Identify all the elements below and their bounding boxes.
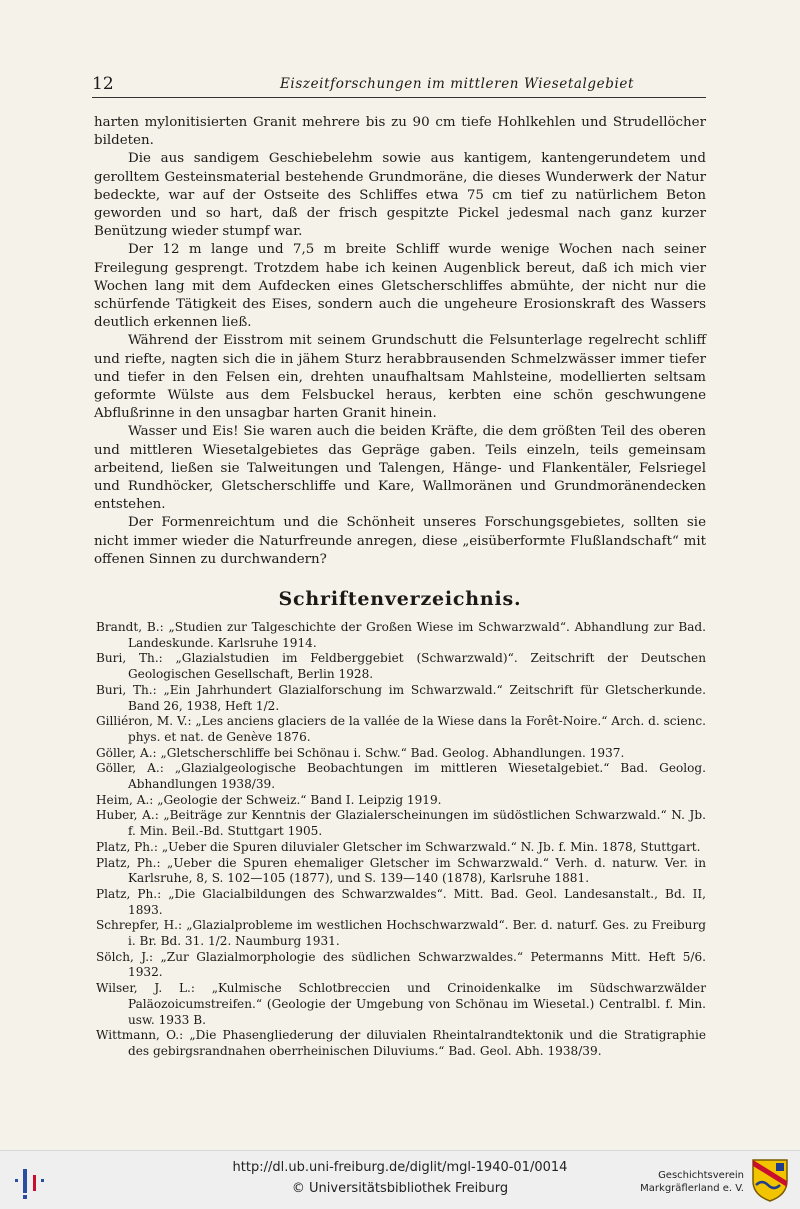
reference-entry: Platz, Ph.: „Ueber die Spuren ehemaliger Gletscher im Schwarzwald.“ Verh. d. naturw. Ver. in Karlsruhe, 8, S. 102—105 (1877), und S. 139—140 (1878), Karlsruhe 1881. [96, 855, 706, 886]
society-crest-icon[interactable] [750, 1157, 790, 1203]
body-paragraph: Der 12 m lange und 7,5 m breite Schliff wurde wenige Wochen nach seiner Freilegung gesprengt. Trotzdem habe ich keinen Augenblick bereut, daß ich mich vier Wochen lang mit dem Aufdecken eines Gletscherschliffes abmühte, der nicht nur die schürfende Tätigkeit des Eises, sondern auch die ungeheure Erosionskraft des Wassers deutlich erkennen ließ. [94, 242, 706, 331]
society-name-line: Geschichtsverein [658, 1170, 744, 1181]
reference-entry: Brandt, B.: „Studien zur Talgeschichte der Großen Wiese im Schwarzwald“. Abhandlung zur Bad. Landeskunde. Karlsruhe 1914. [96, 620, 706, 650]
reference-entry: Heim, A.: „Geologie der Schweiz.“ Band I. Leipzig 1919. [96, 792, 442, 807]
reference-list [96, 620, 706, 1060]
body-paragraph: Die aus sandigem Geschiebelehm sowie aus kantigem, kantengerundetem und gerolltem Gesteinsmaterial bestehende Grundmoräne, die dieses Wunderwerk der Natur bedeckte, war auf der Ostseite des Schliffes etwa 75 cm tief zu natürlichem Beton geworden und so hart, daß der frisch gespitzte Pickel jedesmal nach ganz kurzer Benützung wieder stumpf war. [94, 151, 706, 240]
body-paragraph: harten mylonitisierten Granit mehrere bis zu 90 cm tiefe Hohlkehlen und Strudellöcher bildeten. [94, 115, 706, 149]
university-library-logo-icon[interactable] [12, 1161, 48, 1201]
reference-entry: Wittmann, O.: „Die Phasengliederung der diluvialen Rheintalrandtektonik und die Stratigraphie des gebirgsrandnahen oberrheinischen Diluviums.“ Bad. Geol. Abh. 1938/39. [96, 1028, 706, 1058]
header-rule [92, 97, 706, 98]
reference-entry: Buri, Th.: „Ein Jahrhundert Glazialforschung im Schwarzwald.“ Zeitschrift für Gletscherkunde. Band 26, 1938, Heft 1/2. [96, 682, 706, 713]
running-title: Eiszeitforschungen im mittleren Wiesetalgebiet [279, 76, 635, 92]
society-name-line: Markgräflerland e. V. [640, 1183, 744, 1194]
viewer-footer [0, 1150, 800, 1209]
reference-entry: Platz, Ph.: „Ueber die Spuren diluvialer Gletscher im Schwarzwald.“ N. Jb. f. Min. 1878, Stuttgart. [96, 839, 701, 854]
permalink-url[interactable]: http://dl.ub.uni-freiburg.de/diglit/mgl-1940-01/0014 [232, 1160, 568, 1175]
reference-entry: Schrepfer, H.: „Glazialprobleme im westlichen Hochschwarzwald“. Ber. d. naturf. Ges. zu Freiburg i. Br. Bd. 31. 1/2. Naumburg 1931. [96, 918, 706, 949]
page-number: 12 [92, 74, 114, 94]
reference-entry: Göller, A.: „Glazialgeologische Beobachtungen im mittleren Wiesetalgebiet.“ Bad. Geolog. Abhandlungen 1938/39. [96, 761, 706, 792]
reference-entry: Wilser, J. L.: „Kulmische Schlotbreccien und Crinoidenkalke im Südschwarzwälder Paläozoicumstreifen.“ (Geologie der Umgebung von Schönau im Wiesetal.) Centralbl. f. Min. usw. 1933 B. [96, 981, 706, 1027]
reference-entry: Göller, A.: „Gletscherschliffe bei Schönau i. Schw.“ Bad. Geolog. Abhandlungen. 1937. [96, 745, 625, 760]
page-header [92, 72, 706, 98]
body-paragraph: Der Formenreichtum und die Schönheit unseres Forschungsgebietes, sollten sie nicht immer wieder die Naturfreunde anregen, diese „eisüberformte Flußlandschaft“ mit offenen Sinnen zu durchwandern? [94, 515, 706, 567]
reference-entry: Platz, Ph.: „Die Glacialbildungen des Schwarzwaldes“. Mitt. Bad. Geol. Landesanstalt., Bd. II, 1893. [96, 886, 706, 917]
reference-entry: Huber, A.: „Beiträge zur Kenntnis der Glazialerscheinungen im südöstlichen Schwarzwald.“ N. Jb. f. Min. Beil.-Bd. Stuttgart 1905. [96, 808, 706, 839]
references-heading: Schriftenverzeichnis. [278, 588, 522, 610]
copyright-notice: © Universitätsbibliothek Freiburg [291, 1181, 509, 1196]
reference-entry: Gilliéron, M. V.: „Les anciens glaciers de la vallée de la Wiese dans la Forêt-Noire.“ Arch. d. scienc. phys. et nat. de Genève 1876. [96, 714, 706, 744]
body-paragraph: Während der Eisstrom mit seinem Grundschutt die Felsunterlage regelrecht schliff und riefte, nagten sich die in jähem Sturz herabbrausenden Schmelzwässer immer tiefer und tiefer in den Felsen ein, drehten unaufhaltsam Mahlsteine, modellierten seltsam geformte Wülste aus dem Felsbuckel heraus, kerbten eine schön geschwungene Abflußrinne in den unsagbar harten Granit hinein. [94, 333, 706, 422]
reference-entry: Sölch, J.: „Zur Glazialmorphologie des südlichen Schwarzwaldes.“ Petermanns Mitt. Heft 5/6. 1932. [96, 949, 706, 980]
body-text [94, 114, 706, 569]
body-paragraph: Wasser und Eis! Sie waren auch die beiden Kräfte, die dem größten Teil des oberen und mittleren Wiesetalgebietes das Gepräge gaben. Teils einzeln, teils gemeinsam arbeitend, ließen sie Talweitungen und Talengen, Hänge- und Flankentäler, Felsriegel und Rundhöcker, Gletscherschliffe und Kare, Wallmoränen und Grundmoränendecken entstehen. [94, 424, 706, 513]
society-name [600, 1169, 744, 1195]
reference-entry: Buri, Th.: „Glazialstudien im Feldberggebiet (Schwarzwald)“. Zeitschrift der Deutschen Geologischen Gesellschaft, Berlin 1928. [96, 651, 706, 682]
